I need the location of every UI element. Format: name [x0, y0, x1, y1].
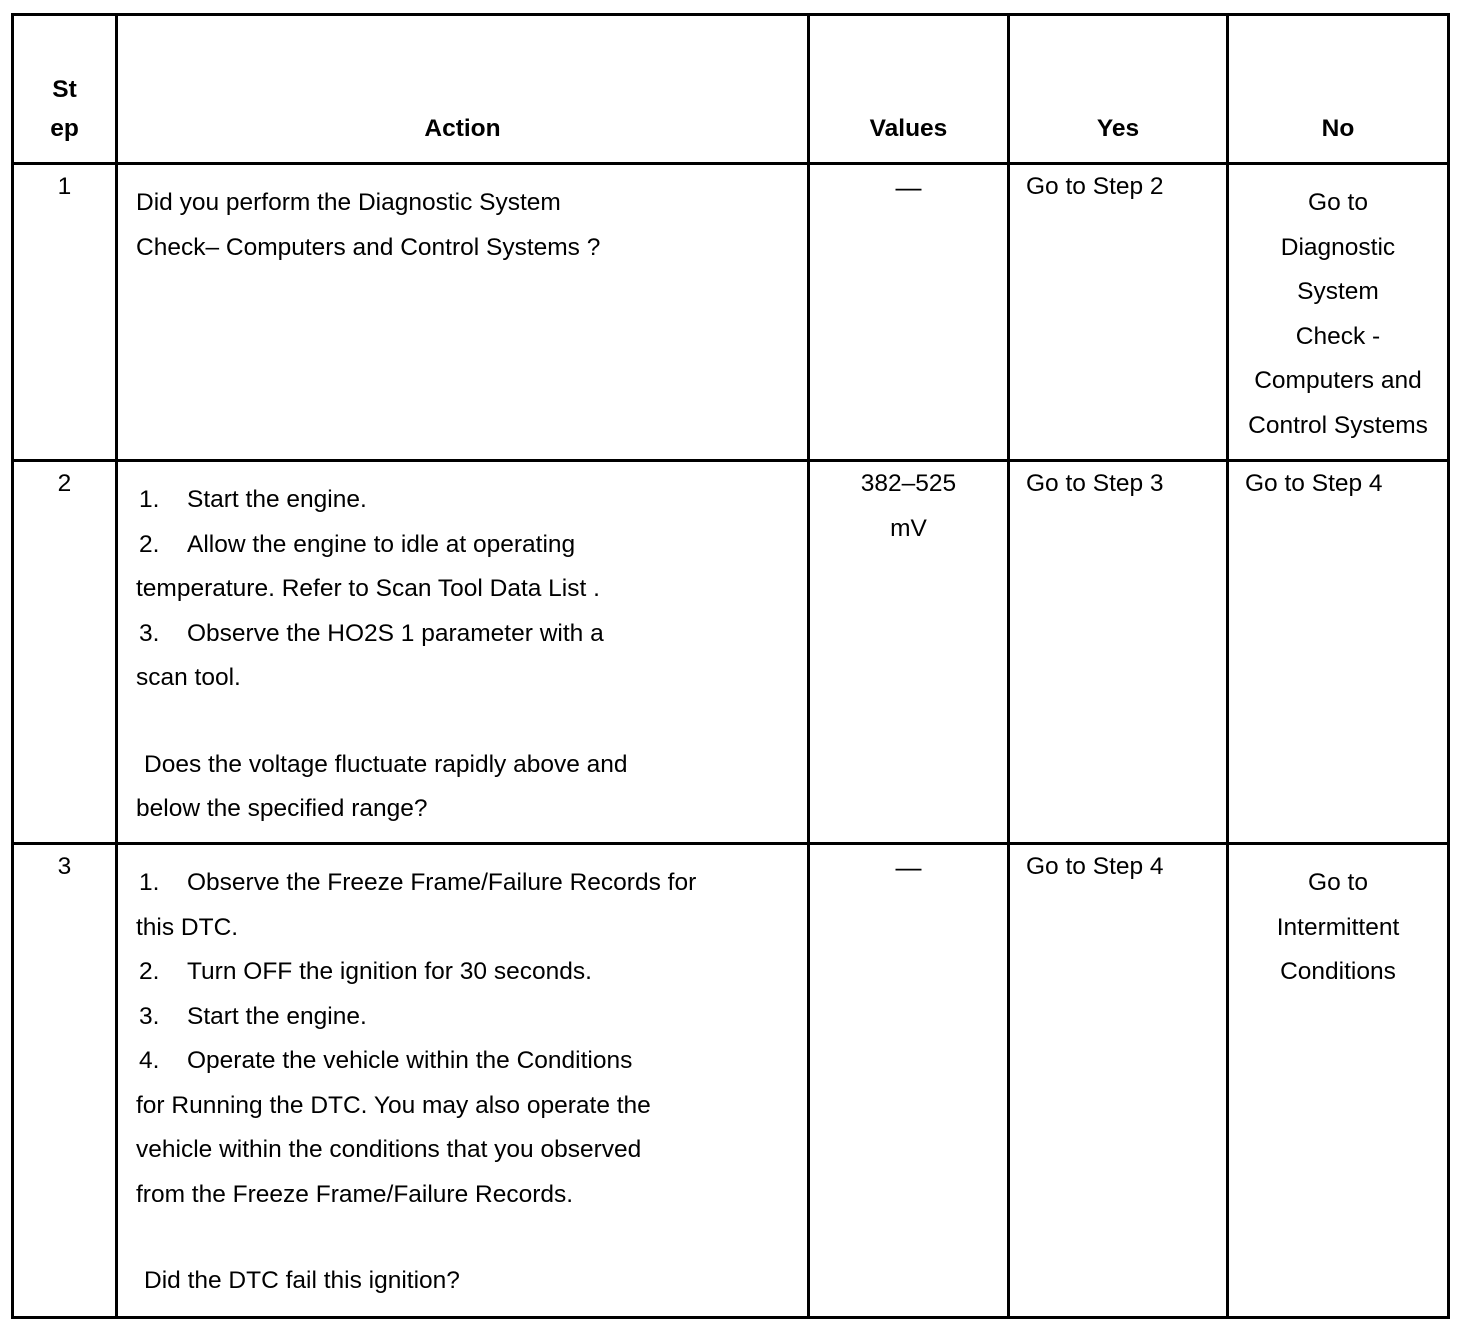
- header-yes: Yes: [1009, 15, 1228, 164]
- value-cell: 382–525 mV: [809, 461, 1009, 844]
- yes-cell: Go to Step 3: [1009, 461, 1228, 844]
- action-line: Did you perform the Diagnostic System: [136, 189, 561, 216]
- step-number: 1: [13, 164, 117, 461]
- header-row: [13, 15, 1449, 164]
- value-cell: —: [809, 164, 1009, 461]
- action-cell: [117, 164, 809, 461]
- table-row: [13, 844, 1449, 1318]
- step-number: 3: [13, 844, 117, 1318]
- header-step: St ep: [13, 15, 117, 164]
- yes-cell: Go to Step 4: [1009, 844, 1228, 1318]
- table-row: [13, 461, 1449, 844]
- question-line: below the specified range?: [136, 795, 428, 822]
- action-cell: 1. Observe the Freeze Frame/Failure Records for this DTC. 2. Turn OFF the ignition for 30 seconds. 3. Start the engine. 4. Operate the vehicle within the Conditions for Running the DTC. You may also operate the vehicle within the conditions that you observed from the Freeze Frame/Failure Records. Did the DTC fail this ignition?: [117, 844, 809, 1318]
- table-row: [13, 164, 1449, 461]
- diagnostic-table: [11, 13, 1450, 1319]
- header-action: Action: [117, 15, 809, 164]
- header-values: Values: [809, 15, 1009, 164]
- question-line: Does the voltage fluctuate rapidly above and: [144, 750, 628, 778]
- action-cell: 1. Start the engine. 2. Allow the engine to idle at operating temperature. Refer to Scan Tool Data List . 3. Observe the HO2S 1 parameter with a scan tool. Does the voltage fluctuate rapidly above and below the specified range?: [117, 461, 809, 844]
- action-line: Check– Computers and Control Systems ?: [136, 233, 601, 261]
- step-number: 2: [13, 461, 117, 844]
- no-cell: Go to Intermittent Conditions: [1228, 844, 1449, 1318]
- no-cell: Go to Diagnostic System Check - Computers and Control Systems: [1228, 164, 1449, 461]
- no-cell: Go to Step 4: [1228, 461, 1449, 844]
- header-no: No: [1228, 15, 1449, 164]
- question-line: Did the DTC fail this ignition?: [144, 1267, 460, 1294]
- yes-cell: Go to Step 2: [1009, 164, 1228, 461]
- value-cell: —: [809, 844, 1009, 1318]
